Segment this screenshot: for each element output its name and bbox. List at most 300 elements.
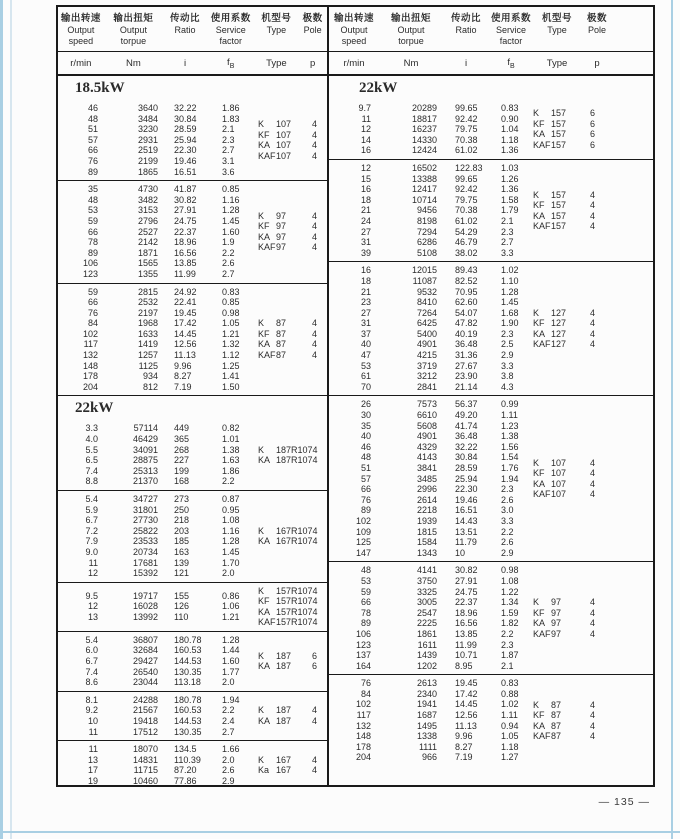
type-row	[533, 140, 595, 151]
factor-cell: 2.7	[222, 268, 235, 279]
table-row	[329, 661, 533, 672]
ratio-cell: 28.59	[455, 463, 478, 473]
spec-block	[329, 561, 653, 674]
ratio-cell: 134.5	[174, 744, 197, 755]
speed-cell: 59	[360, 586, 371, 597]
model-name	[258, 140, 291, 151]
model-size: 167R107	[276, 525, 313, 536]
pole-value: 4	[311, 210, 317, 221]
table-row	[58, 318, 258, 329]
speed-cell: 31	[360, 318, 371, 329]
model-size: 127	[551, 318, 567, 329]
ratio-cell: 87.20	[174, 765, 197, 776]
page-margin-line	[10, 0, 12, 839]
factor-cell: 2.1	[222, 124, 235, 135]
torque-cell: 3482	[137, 194, 158, 205]
factor-cell: 2.7	[501, 237, 514, 248]
torque-cell: 11715	[133, 765, 158, 776]
model-name	[533, 721, 561, 732]
table-row	[58, 297, 258, 308]
pole-value: 6	[589, 108, 595, 119]
speed-cell: 89	[360, 505, 371, 516]
data-rows	[58, 103, 258, 177]
factor-cell: 0.83	[501, 103, 519, 113]
torque-cell: 3485	[416, 473, 437, 484]
type-row	[533, 318, 595, 329]
ratio-cell: 18.96	[455, 607, 478, 618]
table-row	[329, 382, 533, 393]
speed-cell: 11	[88, 557, 98, 568]
page-edge-left	[0, 0, 3, 839]
speed-cell: 53	[360, 575, 371, 586]
ratio-cell: 180.78	[174, 694, 202, 705]
speed-cell: 40	[360, 431, 371, 442]
ratio-cell: 22.37	[455, 597, 478, 608]
speed-cell: 10	[87, 715, 98, 726]
factor-cell: 1.32	[222, 339, 240, 350]
table-row	[329, 640, 533, 651]
pole-value: 4	[311, 349, 317, 360]
col-header-torque: 输出扭矩 Output torpue	[113, 13, 154, 46]
ratio-cell: 19.45	[455, 678, 478, 689]
table-row	[329, 576, 533, 587]
speed-cell: 17	[87, 765, 98, 776]
ratio-cell: 11.13	[174, 350, 196, 361]
ratio-cell: 122.83	[455, 162, 483, 173]
torque-cell: 2614	[416, 494, 437, 505]
model-name	[533, 479, 566, 490]
type-row	[258, 536, 318, 547]
ratio-cell: 61.02	[455, 215, 478, 226]
table-row	[329, 442, 533, 453]
speed-cell: 70	[360, 381, 371, 392]
factor-cell: 3.6	[222, 166, 235, 177]
factor-cell: 1.21	[222, 328, 240, 339]
ratio-cell: 30.82	[174, 194, 197, 205]
type-row	[258, 755, 317, 766]
unit-pole: p	[309, 57, 316, 69]
torque-cell: 31801	[132, 504, 158, 515]
ratio-cell: 32.22	[174, 103, 197, 113]
ratio-cell: 130.35	[174, 726, 202, 737]
type-row	[533, 597, 595, 608]
speed-cell: 61	[360, 371, 371, 382]
model-size: 127	[551, 307, 567, 318]
model-size: 157	[551, 189, 567, 200]
torque-cell: 25822	[132, 525, 158, 536]
speed-cell: 178	[82, 371, 98, 382]
model-size: 97	[276, 242, 287, 253]
ratio-cell: 92.42	[455, 184, 478, 195]
pole-value: 6	[589, 129, 595, 140]
type-row	[258, 211, 317, 222]
factor-cell: 1.45	[222, 546, 240, 557]
factor-cell: 1.59	[501, 607, 519, 618]
table-row	[58, 184, 258, 195]
data-rows	[329, 565, 533, 671]
ratio-cell: 92.42	[455, 113, 478, 124]
torque-cell: 6425	[416, 318, 437, 329]
pole-value: 4	[589, 221, 595, 232]
torque-cell: 1865	[137, 166, 158, 177]
torque-cell: 1439	[416, 650, 437, 661]
table-row	[58, 167, 258, 178]
type-list	[258, 119, 327, 161]
col-header-pole: 极数 Pole	[302, 13, 323, 35]
ratio-cell: 79.75	[455, 194, 478, 205]
torque-cell: 3005	[416, 597, 437, 608]
torque-cell: 1611	[417, 639, 437, 650]
model-size: 107	[276, 119, 292, 130]
table-row	[58, 308, 258, 319]
ratio-cell: 18.96	[174, 237, 197, 248]
speed-cell: 27	[360, 307, 371, 318]
pole-value: 4	[311, 150, 317, 161]
pole-value: 4	[589, 318, 595, 329]
speed-cell: 40	[360, 339, 371, 350]
speed-cell: 3.3	[85, 423, 98, 434]
table-row	[58, 103, 258, 114]
factor-cell: 1.56	[501, 441, 519, 452]
model-prefix: K	[533, 108, 540, 119]
model-prefix: KAF	[533, 339, 551, 350]
type-row	[533, 458, 595, 469]
ratio-cell: 273	[174, 494, 190, 504]
model-size: 87	[551, 710, 562, 721]
table-row	[329, 618, 533, 629]
factor-cell: 2.9	[501, 547, 514, 558]
table-row	[58, 423, 258, 434]
torque-cell: 17681	[132, 557, 158, 568]
col-header-pole: 极数 Pole	[586, 13, 607, 35]
table-row	[58, 776, 258, 785]
speed-cell: 204	[82, 381, 98, 392]
table-row	[329, 537, 533, 548]
ratio-cell: 22.37	[174, 226, 197, 237]
ratio-cell: 160.53	[174, 705, 202, 716]
torque-cell: 1343	[416, 547, 437, 558]
col-header-speed: 输出转速 Output speed	[333, 13, 374, 46]
ratio-cell: 49.20	[455, 410, 478, 421]
table-row	[329, 124, 533, 135]
table-row	[58, 558, 258, 569]
col-header-ratio: 传动比 Ratio	[170, 13, 201, 35]
model-name	[258, 318, 286, 329]
table-row	[58, 339, 258, 350]
model-prefix: KAF	[258, 617, 276, 628]
speed-cell: 12	[360, 162, 371, 173]
factor-cell: 1.44	[222, 645, 240, 656]
type-row	[258, 339, 317, 350]
table-row	[329, 371, 533, 382]
speed-cell: 48	[360, 452, 371, 463]
model-size: 157	[551, 200, 567, 211]
table-row	[58, 258, 258, 269]
model-size: 87	[276, 339, 287, 350]
type-row	[533, 479, 595, 490]
speed-cell: 9.7	[358, 103, 371, 113]
table-row	[329, 710, 533, 721]
ratio-cell: 38.02	[455, 247, 478, 258]
speed-cell: 13	[87, 612, 98, 623]
pole-value: 4	[589, 618, 595, 629]
speed-cell: 21	[360, 205, 371, 216]
factor-cell: 1.02	[501, 699, 519, 710]
speed-cell: 106	[82, 258, 98, 269]
ratio-cell: 54.29	[455, 226, 478, 237]
spec-block	[329, 674, 653, 766]
pole-value: 4	[312, 596, 318, 607]
ratio-cell: 19.46	[455, 494, 478, 505]
model-size: 87	[551, 699, 562, 710]
factor-cell: 0.83	[501, 678, 519, 689]
page-edge-bottom	[0, 831, 680, 833]
factor-cell: 1.58	[501, 194, 519, 205]
speed-cell: 30	[360, 410, 371, 421]
pole-value: 4	[311, 318, 317, 329]
model-size: 97	[551, 607, 562, 618]
model-prefix: KF	[533, 318, 545, 329]
ratio-cell: 199	[174, 465, 190, 476]
torque-cell: 2532	[137, 297, 158, 308]
torque-cell: 4901	[416, 431, 437, 442]
type-row	[258, 151, 317, 162]
table-row	[329, 629, 533, 640]
ratio-cell: 8.27	[174, 371, 192, 382]
spec-block	[58, 691, 327, 740]
model-size: 127	[551, 339, 567, 350]
data-rows	[58, 494, 258, 579]
type-row	[533, 119, 595, 130]
factor-cell: 1.77	[222, 666, 240, 677]
model-name	[533, 108, 566, 119]
type-list	[258, 586, 327, 628]
data-rows	[58, 744, 258, 785]
model-size: 167	[276, 765, 292, 776]
torque-cell: 2340	[416, 688, 437, 699]
data-rows	[329, 103, 533, 156]
pole-value: 4	[589, 307, 595, 318]
model-size: 107	[551, 478, 567, 489]
torque-cell: 20734	[132, 546, 158, 557]
factor-cell: 1.41	[222, 371, 240, 382]
table-row	[58, 114, 258, 125]
ratio-cell: 24.92	[174, 286, 197, 297]
model-name	[533, 731, 561, 742]
speed-cell: 35	[87, 184, 98, 195]
speed-cell: 23	[360, 297, 371, 308]
ratio-cell: 14.45	[174, 328, 197, 339]
ratio-cell: 99.65	[455, 173, 478, 184]
model-name	[258, 151, 291, 162]
speed-cell: 16	[360, 145, 371, 156]
model-size: 187R107	[276, 455, 313, 466]
ratio-cell: 11.99	[455, 639, 477, 650]
torque-cell: 6610	[416, 410, 437, 421]
table-row	[329, 742, 533, 753]
table-row	[58, 695, 258, 706]
table-row	[58, 677, 258, 688]
speed-cell: 59	[87, 286, 98, 297]
torque-cell: 36807	[132, 634, 158, 645]
ratio-cell: 30.84	[455, 452, 478, 463]
table-row	[58, 329, 258, 340]
ratio-cell: 13.85	[174, 258, 197, 269]
torque-cell: 57114	[133, 423, 158, 434]
torque-cell: 8198	[416, 215, 437, 226]
ratio-cell: 218	[174, 515, 190, 526]
torque-cell: 46429	[132, 434, 158, 445]
torque-cell: 3230	[137, 124, 158, 135]
torque-cell: 934	[142, 371, 158, 382]
ratio-cell: 41.87	[174, 184, 197, 195]
model-size: 157	[551, 129, 567, 140]
table-row	[329, 308, 533, 319]
ratio-cell: 24.75	[455, 586, 478, 597]
header-labels-row	[329, 7, 653, 52]
table-row	[329, 678, 533, 689]
factor-cell: 3.3	[501, 247, 514, 258]
pole-value: 4	[312, 444, 318, 455]
type-row	[258, 765, 317, 776]
factor-cell: 1.18	[501, 134, 519, 145]
model-name	[258, 339, 286, 350]
table-row	[329, 484, 533, 495]
torque-cell: 7264	[416, 307, 437, 318]
type-row	[533, 618, 595, 629]
factor-cell: 1.94	[501, 473, 519, 484]
type-row	[533, 629, 595, 640]
model-name	[258, 536, 313, 547]
factor-cell: 1.60	[222, 226, 240, 237]
power-section	[329, 76, 653, 766]
speed-cell: 7.9	[85, 536, 98, 547]
table-row	[329, 287, 533, 298]
table-row	[58, 145, 258, 156]
type-row	[258, 526, 318, 537]
model-size: 97	[276, 221, 287, 232]
type-row	[533, 200, 595, 211]
torque-cell: 2519	[137, 145, 158, 156]
factor-cell: 1.16	[222, 194, 240, 205]
speed-cell: 8.8	[85, 476, 98, 487]
torque-cell: 3325	[416, 586, 437, 597]
model-name	[533, 308, 566, 319]
type-list	[533, 108, 653, 150]
factor-cell: 1.45	[501, 297, 519, 308]
ratio-cell: 23.90	[455, 371, 478, 382]
factor-cell: 1.11	[501, 410, 518, 421]
speed-cell: 11	[88, 726, 98, 737]
factor-cell: 2.6	[501, 494, 514, 505]
speed-cell: 53	[360, 360, 371, 371]
table-row	[58, 156, 258, 167]
table-row	[329, 410, 533, 421]
model-prefix: KF	[258, 328, 270, 339]
factor-cell: 1.86	[222, 103, 240, 113]
table-row	[329, 174, 533, 185]
data-rows	[58, 287, 258, 393]
unit-pole: p	[594, 57, 600, 69]
torque-cell: 3841	[416, 463, 437, 473]
type-row	[533, 190, 595, 201]
ratio-cell: 9.96	[174, 360, 192, 371]
torque-cell: 3153	[137, 205, 158, 216]
speed-cell: 6.7	[85, 515, 98, 526]
torque-cell: 6286	[416, 237, 437, 248]
torque-cell: 1861	[416, 628, 437, 639]
model-name	[533, 468, 566, 479]
speed-cell: 12	[87, 568, 98, 579]
torque-cell: 23044	[132, 677, 158, 688]
ratio-cell: 9.96	[455, 731, 473, 742]
model-name	[533, 190, 566, 201]
factor-cell: 2.6	[222, 258, 235, 269]
speed-cell: 46	[360, 441, 371, 452]
torque-cell: 7573	[416, 399, 437, 410]
ratio-cell: 8.27	[455, 741, 473, 752]
section-label: 18.5kW	[75, 80, 125, 96]
type-list	[533, 597, 653, 639]
ratio-cell: 16.51	[455, 505, 478, 516]
ratio-cell: 54.07	[455, 307, 478, 318]
ratio-cell: 268	[174, 444, 190, 455]
type-list	[533, 700, 653, 742]
factor-cell: 2.0	[222, 677, 235, 688]
ratio-cell: 13.85	[455, 628, 478, 639]
factor-cell: 1.50	[222, 381, 240, 392]
unit-type: Type	[266, 57, 287, 69]
model-size: 87	[276, 318, 287, 329]
model-name	[533, 329, 566, 340]
type-row	[533, 308, 595, 319]
factor-cell: 1.76	[501, 463, 519, 473]
table-row	[58, 705, 258, 716]
torque-cell: 25313	[132, 465, 158, 476]
ratio-cell: 12.56	[174, 339, 197, 350]
model-prefix: KF	[533, 118, 545, 129]
factor-cell: 1.18	[501, 741, 519, 752]
spec-block	[58, 180, 327, 282]
table-row	[329, 227, 533, 238]
factor-cell: 1.36	[501, 184, 519, 195]
data-rows	[329, 265, 533, 392]
factor-cell: 0.85	[222, 297, 240, 308]
pole-value: 4	[312, 606, 318, 617]
model-prefix: KA	[533, 478, 546, 489]
spec-block	[58, 490, 327, 582]
ratio-cell: 180.78	[174, 634, 202, 645]
table-row	[329, 495, 533, 506]
ratio-cell: 7.19	[174, 381, 192, 392]
speed-cell: 137	[355, 650, 371, 661]
speed-cell: 76	[87, 307, 98, 318]
ratio-cell: 163	[174, 546, 190, 557]
factor-cell: 1.79	[501, 205, 519, 216]
unit-speed: r/min	[70, 57, 92, 69]
ratio-cell: 89.43	[455, 265, 478, 276]
ratio-cell: 126	[174, 601, 190, 612]
factor-cell: 1.05	[222, 318, 240, 329]
model-name	[533, 200, 566, 211]
table-row	[329, 431, 533, 442]
speed-cell: 76	[360, 678, 371, 689]
factor-cell: 2.3	[501, 639, 514, 650]
model-prefix: K	[533, 189, 540, 200]
header-labels-row	[58, 7, 327, 52]
table-row	[58, 287, 258, 298]
factor-cell: 1.06	[222, 601, 240, 612]
